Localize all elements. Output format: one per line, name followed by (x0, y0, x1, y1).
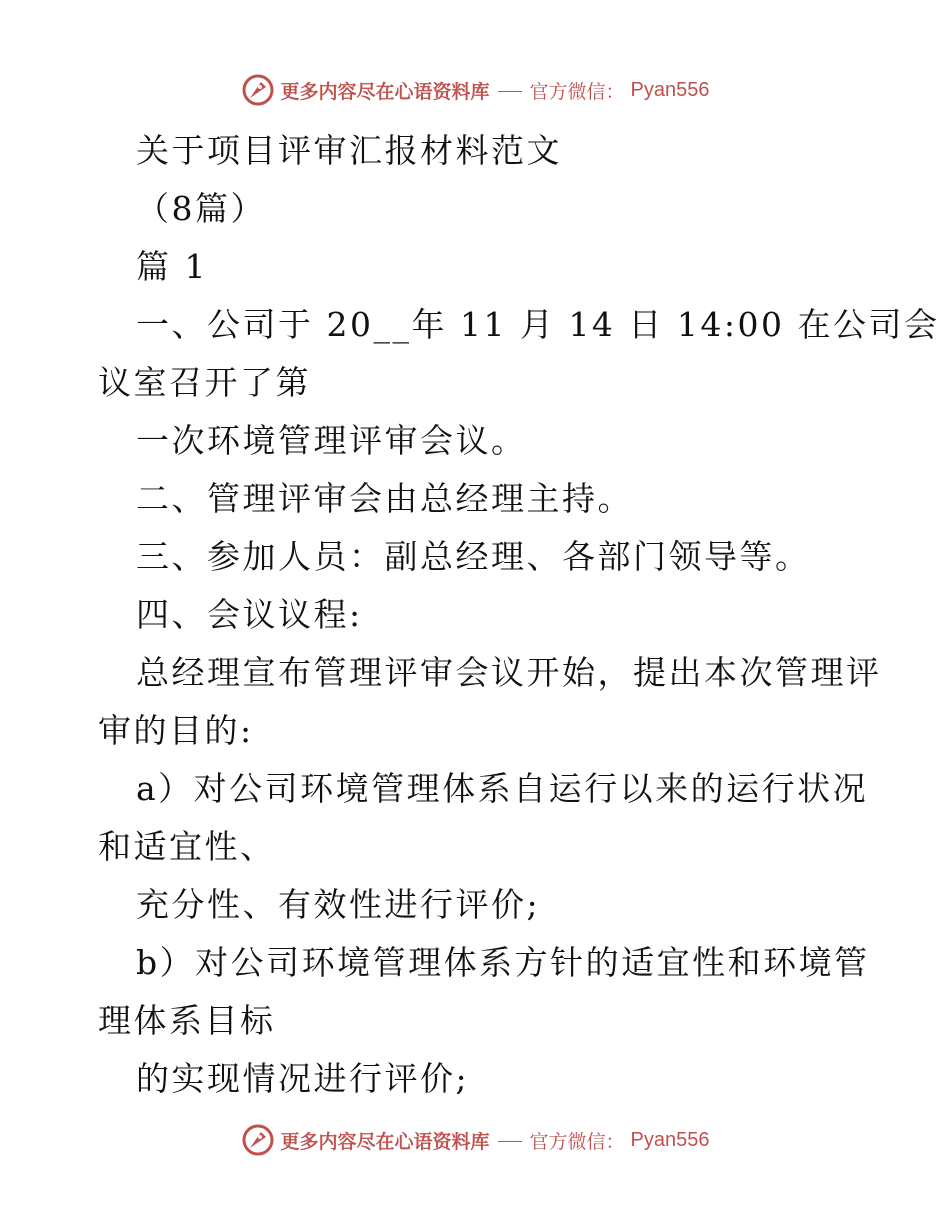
header-banner (0, 70, 950, 110)
paragraph-line: b）对公司环境管理体系方针的适宜性和环境管 (136, 943, 870, 982)
paragraph-line: 审的目的: (98, 711, 254, 750)
paragraph-line: a）对公司环境管理体系自运行以来的运行状况 (136, 769, 869, 808)
banner-separator (498, 91, 522, 92)
paragraph-line: 议室召开了第 (98, 363, 311, 402)
banner-text: 更多内容尽在心语资料库 (280, 1130, 490, 1153)
paragraph-line: 三、参加人员：副总经理、各部门领导等。 (136, 537, 811, 576)
banner-wechat-label: 官方微信： (529, 1130, 625, 1153)
document-title: 关于项目评审汇报材料范文 (136, 131, 562, 170)
banner-wechat-id: Pyan556 (630, 78, 710, 101)
footer-banner (0, 1120, 950, 1160)
pen-nib-circle-icon (241, 1123, 275, 1157)
pen-nib-circle-icon (241, 73, 275, 107)
document-body (98, 122, 940, 1108)
paragraph-line: 理体系目标 (98, 1001, 276, 1040)
paragraph-line: 四、会议议程: (136, 595, 363, 634)
paragraph-line: 一次环境管理评审会议。 (136, 421, 527, 460)
paragraph-line: 总经理宣布管理评审会议开始，提出本次管理评 (136, 653, 882, 692)
banner-separator (498, 1141, 522, 1142)
banner-wechat-label: 官方微信： (529, 80, 625, 103)
document-subtitle: （8篇） (136, 189, 266, 228)
paragraph-line: 的实现情况进行评价; (136, 1059, 470, 1098)
banner-wechat-id: Pyan556 (630, 1128, 710, 1151)
paragraph-line: 充分性、有效性进行评价; (136, 885, 541, 924)
paragraph-line: 一、公司于 20__年 11 月 14 日 14:00 在公司会 (136, 305, 940, 344)
section-heading: 篇 1 (136, 247, 208, 286)
paragraph-line: 和适宜性、 (98, 827, 276, 866)
paragraph-line: 二、管理评审会由总经理主持。 (136, 479, 633, 518)
banner-text: 更多内容尽在心语资料库 (280, 80, 490, 103)
